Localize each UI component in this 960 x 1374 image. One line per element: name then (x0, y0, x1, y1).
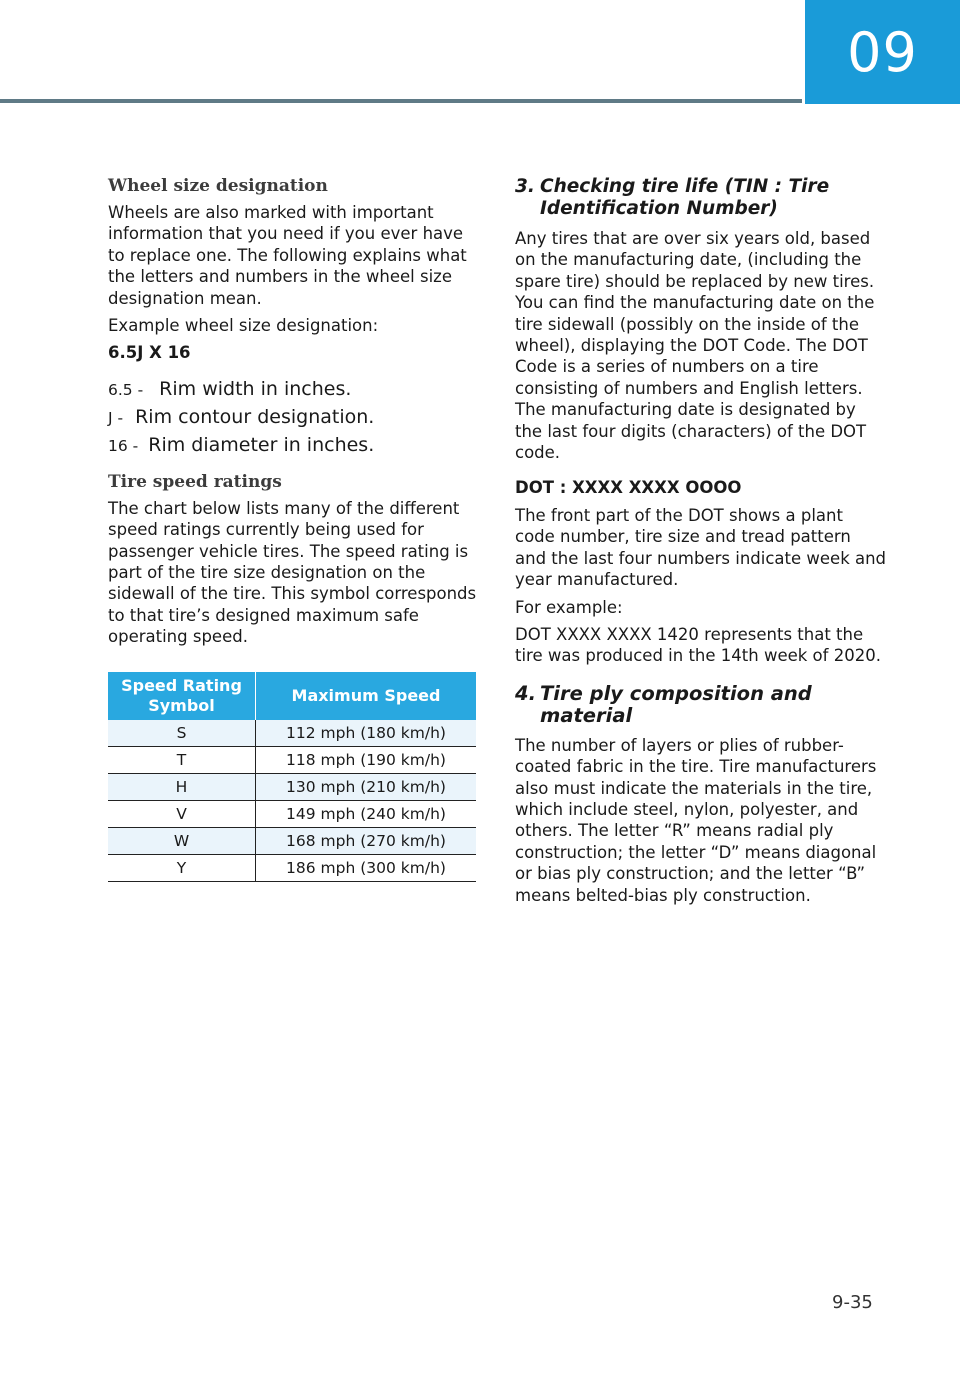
table-row (108, 773, 476, 800)
max-speed-cell: 168 mph (270 km/h) (256, 827, 477, 854)
chapter-tab (805, 0, 960, 104)
max-speed-cell: 186 mph (300 km/h) (256, 854, 477, 881)
speed-symbol-cell: H (108, 773, 256, 800)
speed-ratings-text: The chart below lists many of the different speed ratings currently being used for passenger vehicle tires. The speed rating is part of the tire size designation on the sidewall of the tire. This symbol corresponds to that tire’s designed maximum safe operating speed. (108, 498, 477, 647)
table-header-row (108, 672, 476, 720)
speed-symbol-cell: V (108, 800, 256, 827)
max-speed-cell: 118 mph (190 km/h) (256, 746, 477, 773)
section-4-heading (515, 683, 887, 727)
table-row (108, 854, 476, 881)
column-header-speed: Maximum Speed (256, 672, 477, 720)
code-description: Rim width in inches. (159, 377, 352, 400)
max-speed-cell: 149 mph (240 km/h) (256, 800, 477, 827)
wheel-size-heading: Wheel size designation (108, 176, 328, 196)
wheel-code-row (108, 434, 478, 456)
speed-rating-table (108, 672, 476, 882)
table-row (108, 827, 476, 854)
chapter-number: 09 (847, 20, 918, 84)
wheel-size-text: Wheels are also marked with important information that you need if you ever have to replace one. The following explains what the letters and numbers in the wheel size designation mean. (108, 203, 467, 308)
section-4-title: Tire ply composition and material (540, 681, 812, 727)
code-description: Rim diameter in inches. (148, 433, 375, 456)
section-3-title: Checking tire life (TIN : Tire Identification Number) (540, 176, 830, 219)
header-rule (0, 99, 802, 103)
wheel-code-list (108, 378, 478, 456)
section-4-text: The number of layers or plies of rubber-coated fabric in the tire. Tire manufacturers also must indicate the materials in the tire, which include steel, nylon, polyester, and others. The letter “R” means radial ply construction; the letter “D” means diagonal or bias ply construction; and the letter “B” means belted-bias ply construction. (515, 735, 877, 905)
max-speed-cell: 130 mph (210 km/h) (256, 773, 477, 800)
speed-symbol-cell: Y (108, 854, 256, 881)
code-key: J - (108, 408, 124, 427)
wheel-code-row (108, 406, 478, 428)
example-label: Example wheel size designation: (108, 316, 379, 336)
speed-ratings-heading: Tire speed ratings (108, 471, 282, 492)
code-description: Rim contour designation. (135, 405, 375, 428)
speed-symbol-cell: T (108, 746, 256, 773)
example-text: DOT XXXX XXXX 1420 represents that the tire was produced in the 14th week of 2020. (515, 624, 881, 666)
column-header-symbol: Speed Rating Symbol (108, 672, 256, 720)
left-column (108, 176, 478, 882)
table-row (108, 800, 476, 827)
code-key: 6.5 - (108, 380, 144, 399)
section-4-number: 4. (515, 681, 536, 705)
speed-symbol-cell: S (108, 720, 256, 747)
table-row (108, 720, 476, 747)
dot-text: The front part of the DOT shows a plant code number, tire size and tread pattern and the last four numbers indicate week and year manufactured. (515, 505, 887, 590)
dot-format: DOT : XXXX XXXX OOOO (515, 478, 742, 498)
page-number: 9-35 (832, 1292, 873, 1313)
section-3-number: 3. (515, 176, 535, 197)
wheel-code-row (108, 378, 478, 400)
section-3-text: Any tires that are over six years old, based on the manufacturing date, (including the spare tire) should be replaced by new tires. You can find the manufacturing date on the tire sidewall (possibly on the inside of the wheel), displaying the DOT Code. The DOT Code is a series of numbers on a tire consisting of numbers and English letters. The manufacturing date is designated by the last four digits (characters) of the DOT code. (515, 229, 875, 463)
section-3-heading (515, 176, 887, 220)
example-label: For example: (515, 597, 623, 617)
table-row (108, 746, 476, 773)
right-column (515, 176, 887, 912)
example-value: 6.5J X 16 (108, 343, 191, 363)
speed-symbol-cell: W (108, 827, 256, 854)
code-key: 16 - (108, 436, 139, 455)
max-speed-cell: 112 mph (180 km/h) (256, 720, 477, 747)
